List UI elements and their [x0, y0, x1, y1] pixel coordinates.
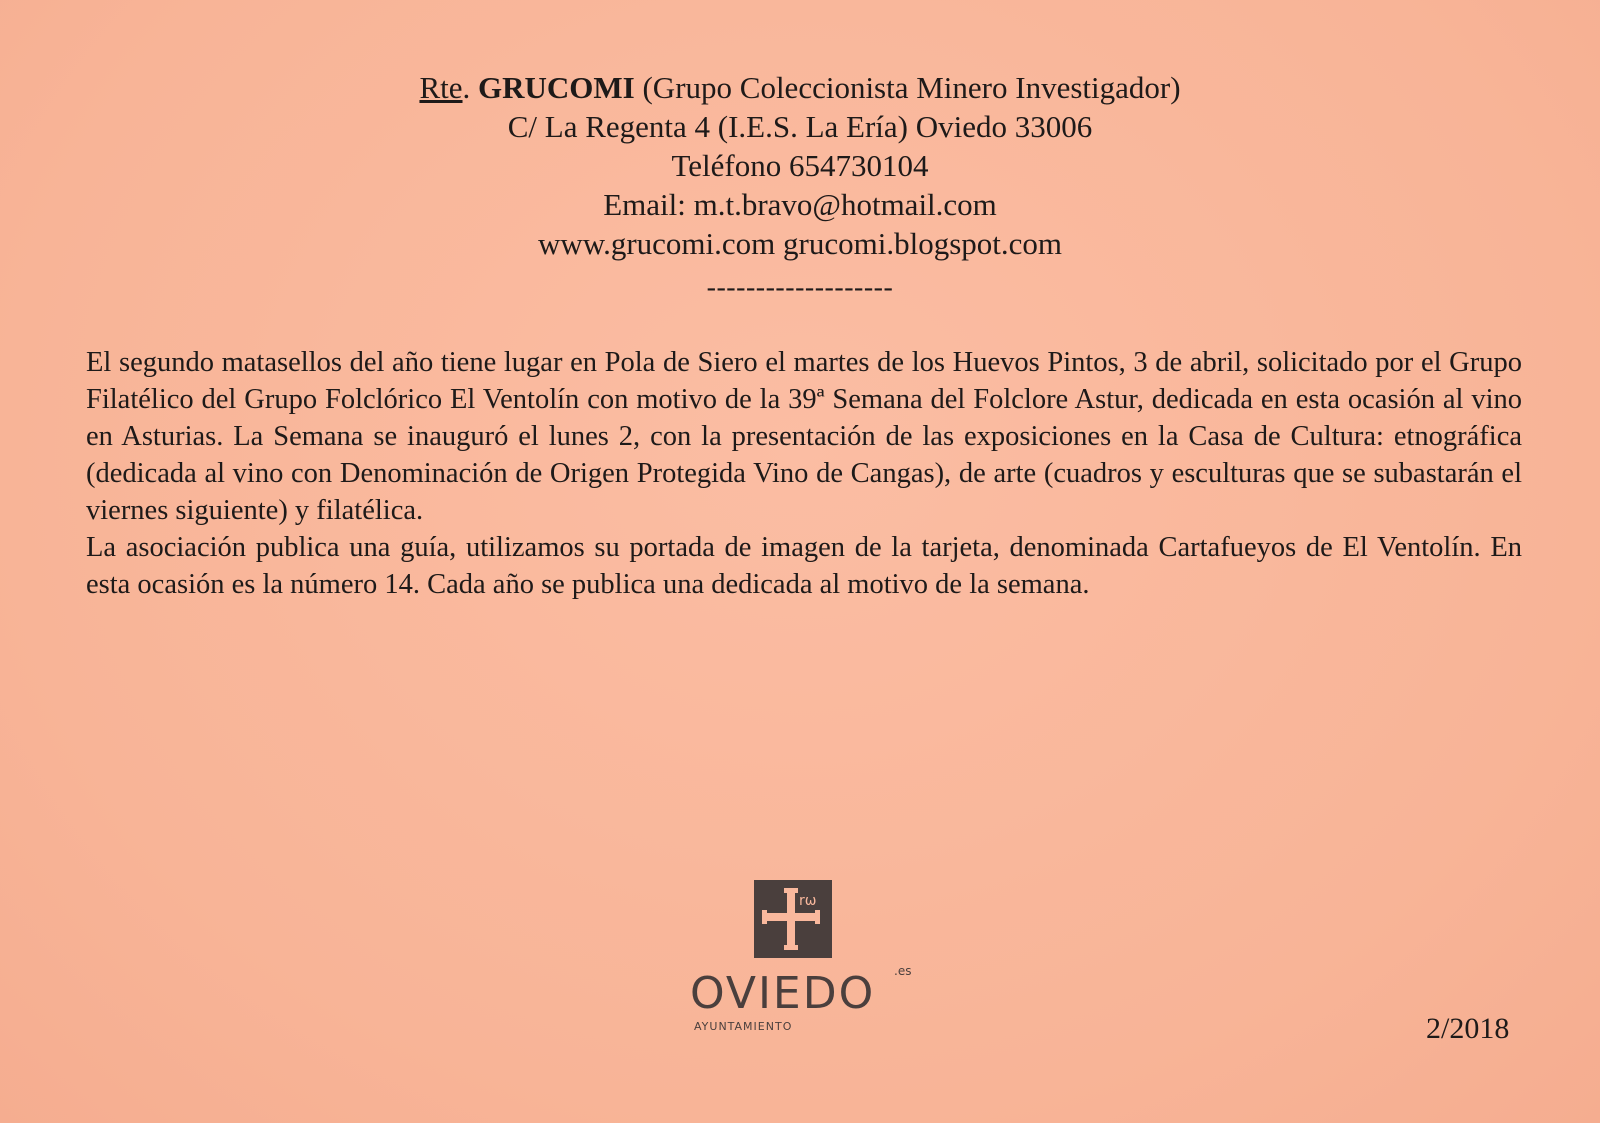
paragraph-2: La asociación publica una guía, utilizamos su portada de imagen de la tarjeta, denominada Cartafueyos de El Ventolín. En esta ocasión es la número 14. Cada año se publica una dedicada al motivo de la semana. [86, 532, 1522, 600]
asturias-cross-icon [754, 880, 832, 958]
oviedo-logo [650, 870, 940, 1045]
logo-word: OVIEDO [690, 968, 876, 1019]
org-name: GRUCOMI [478, 70, 635, 105]
org-full-name: (Grupo Coleccionista Minero Investigador) [642, 70, 1181, 105]
blog: grucomi.blogspot.com [783, 226, 1063, 261]
website: www.grucomi.com [537, 226, 776, 261]
logo-subtitle: AYUNTAMIENTO [694, 1020, 793, 1033]
separator: ------------------- [706, 272, 894, 303]
description [86, 344, 1522, 603]
rte-label: Rte [419, 70, 463, 105]
sender-block [0, 68, 1600, 263]
logo-superscript: .es [894, 964, 912, 978]
phone: Teléfono 654730104 [671, 148, 929, 183]
web-links [0, 224, 1600, 263]
email: Email: m.t.bravo@hotmail.com [603, 187, 997, 222]
address: C/ La Regenta 4 (I.E.S. La Ería) Oviedo 33006 [507, 109, 1093, 144]
paragraph-1: El segundo matasellos del año tiene lugar en Pola de Siero el martes de los Huevos Pintos, 3 de abril, solicitado por el Grupo Filatélico del Grupo Folclórico El Ventolín con motivo de la 39ª Semana del Folclore Astur, dedicada en esta ocasión al vino en Asturias. La Semana se inauguró el lunes 2, con la presentación de las exposiciones en la Casa de Cultura: etnográfica (dedicada al vino con Denominación de Origen Protegida Vino de Cangas), de arte (cuadros y esculturas que se subastarán el viernes siguiente) y filatélica. [86, 347, 1522, 526]
svg-text:rω: rω [799, 893, 817, 909]
sender-line: Rte. GRUCOMI (Grupo Coleccionista Minero Investigador) [419, 70, 1181, 105]
card-number: 2/2018 [1426, 1012, 1510, 1045]
